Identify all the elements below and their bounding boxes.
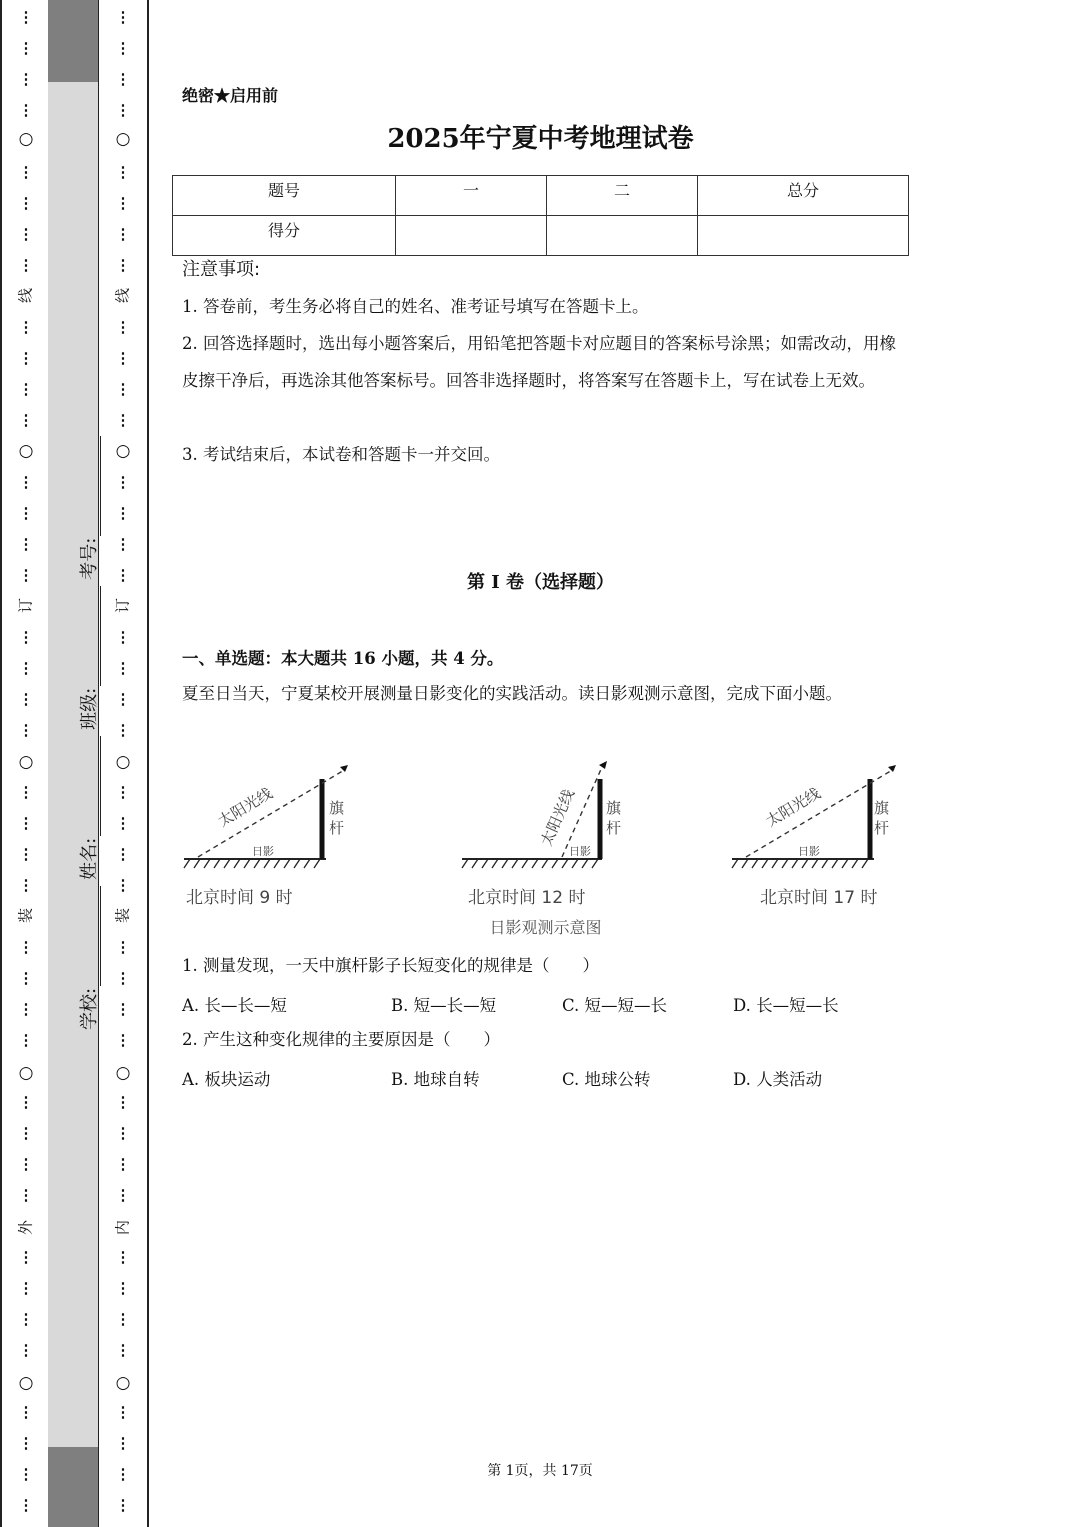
seal-dots: ⋮ <box>18 39 34 57</box>
secret-label: 绝密★启用前 <box>182 86 279 105</box>
shadow-label: 日影 <box>252 845 274 858</box>
seal-dots: ⋮ <box>115 628 131 646</box>
table-cell: 得分 <box>173 216 396 256</box>
seal-dots: ⋮ <box>115 380 131 398</box>
seal-circle: ○ <box>18 752 34 772</box>
seal-dots: ⋮ <box>115 1186 131 1204</box>
seal-dots: ⋮ <box>115 1465 131 1483</box>
question-2-stem: 2. 产生这种变化规律的主要原因是（ ） <box>182 1030 500 1049</box>
seal-dots: ⋮ <box>115 1403 131 1421</box>
seal-dots: ⋮ <box>18 628 34 646</box>
outer-seal-line <box>16 0 36 1527</box>
table-cell: 总分 <box>698 176 909 216</box>
class-label: 班级: <box>79 687 100 730</box>
seal-dots: ⋮ <box>18 1496 34 1514</box>
school-blank[interactable] <box>82 886 101 986</box>
seal-dots: ⋮ <box>115 349 131 367</box>
seal-dots: ⋮ <box>18 1031 34 1049</box>
sun-ray-label: 太阳光线 <box>214 784 276 831</box>
sun-ray-label: 太阳光线 <box>762 784 824 831</box>
option-d[interactable]: D. 人类活动 <box>733 1070 823 1089</box>
seal-dots: ⋮ <box>18 70 34 88</box>
table-row <box>173 216 909 256</box>
shadow-label: 日影 <box>798 845 820 858</box>
pole-label: 杆 <box>874 819 890 837</box>
seal-dots: ⋮ <box>115 1031 131 1049</box>
seal-dots: ⋮ <box>18 876 34 894</box>
score-table <box>172 175 909 256</box>
seal-dots: ⋮ <box>18 225 34 243</box>
table-cell: 题号 <box>173 176 396 216</box>
seal-dots: ⋮ <box>115 473 131 491</box>
exam-no-label: 考号: <box>79 537 100 580</box>
seal-dots: ⋮ <box>115 845 131 863</box>
seal-dots: ⋮ <box>115 690 131 708</box>
option-c[interactable]: C. 地球公转 <box>562 1070 651 1089</box>
seal-dots: ⋮ <box>18 721 34 739</box>
seal-mark: 订 <box>113 598 132 614</box>
seal-dots: ⋮ <box>115 1248 131 1266</box>
seal-dots: ⋮ <box>18 690 34 708</box>
school-label: 学校: <box>79 987 100 1030</box>
seal-dots: ⋮ <box>18 194 34 212</box>
name-label: 姓名: <box>79 837 100 880</box>
seal-dots: ⋮ <box>18 1155 34 1173</box>
seal-dots: ⋮ <box>18 1434 34 1452</box>
seal-dots: ⋮ <box>18 380 34 398</box>
seal-dots: ⋮ <box>18 938 34 956</box>
pole-label: 杆 <box>606 819 622 837</box>
seal-dots: ⋮ <box>18 1403 34 1421</box>
seal-dots: ⋮ <box>18 163 34 181</box>
seal-dots: ⋮ <box>18 814 34 832</box>
seal-dots: ⋮ <box>18 1186 34 1204</box>
seal-circle: ○ <box>18 441 34 461</box>
seal-dots: ⋮ <box>18 349 34 367</box>
pole-label: 旗 <box>329 799 345 817</box>
time-label-12: 北京时间 12 时 <box>468 888 586 908</box>
class-blank[interactable] <box>82 586 101 686</box>
seal-dots: ⋮ <box>18 1000 34 1018</box>
seal-dots: ⋮ <box>115 8 131 26</box>
seal-dots: ⋮ <box>115 1000 131 1018</box>
seal-mark: 装 <box>16 908 35 924</box>
seal-dots: ⋮ <box>18 1310 34 1328</box>
seal-dots: ⋮ <box>115 225 131 243</box>
seal-dots: ⋮ <box>115 876 131 894</box>
seal-dots: ⋮ <box>115 411 131 429</box>
seal-dots: ⋮ <box>115 938 131 956</box>
seal-dots: ⋮ <box>18 256 34 274</box>
seal-dots: ⋮ <box>115 256 131 274</box>
seal-dots: ⋮ <box>115 101 131 119</box>
seal-dots: ⋮ <box>18 101 34 119</box>
seal-circle: ○ <box>115 441 131 461</box>
pole-label: 杆 <box>329 819 345 837</box>
seal-circle: ○ <box>115 1373 131 1393</box>
page-title: 2025年宁夏中考地理试卷 <box>387 124 694 154</box>
pole-label: 旗 <box>606 799 622 817</box>
seal-dots: ⋮ <box>115 1093 131 1111</box>
seal-dots: ⋮ <box>18 1248 34 1266</box>
seal-dots: ⋮ <box>18 659 34 677</box>
seal-dots: ⋮ <box>18 1124 34 1142</box>
page-edge-line <box>0 0 2 1527</box>
seal-dots: ⋮ <box>18 969 34 987</box>
seal-dots: ⋮ <box>115 721 131 739</box>
seal-circle: ○ <box>115 1063 131 1083</box>
seal-circle: ○ <box>115 129 131 149</box>
notice-item: 1. 答卷前，考生务必将自己的姓名、准考证号填写在答题卡上。 <box>182 297 649 316</box>
seal-mark: 装 <box>113 908 132 924</box>
seal-dots: ⋮ <box>18 411 34 429</box>
shadow-label: 日影 <box>569 845 591 858</box>
shadow-observation-figure <box>182 755 909 945</box>
seal-dots: ⋮ <box>18 504 34 522</box>
seal-dots: ⋮ <box>115 566 131 584</box>
seal-dots: ⋮ <box>115 535 131 553</box>
question-type-heading: 一、单选题：本大题共 16 小题，共 4 分。 <box>182 649 504 668</box>
seal-dots: ⋮ <box>115 504 131 522</box>
seal-dots: ⋮ <box>115 1310 131 1328</box>
seal-dots: ⋮ <box>115 163 131 181</box>
seal-mark: 内 <box>113 1220 132 1236</box>
sun-ray-label: 太阳光线 <box>537 786 579 849</box>
pole-label: 旗 <box>874 799 890 817</box>
option-b[interactable]: B. 短—长—短 <box>391 996 497 1015</box>
binding-gray-block-bottom <box>48 1447 98 1527</box>
table-cell: 一 <box>396 176 547 216</box>
seal-dots: ⋮ <box>115 1124 131 1142</box>
seal-dots: ⋮ <box>115 1341 131 1359</box>
inner-seal-line <box>113 0 133 1527</box>
seal-dots: ⋮ <box>115 659 131 677</box>
seal-circle: ○ <box>18 129 34 149</box>
diagram-9am <box>184 765 348 908</box>
seal-circle: ○ <box>115 752 131 772</box>
seal-dots: ⋮ <box>115 1496 131 1514</box>
seal-mark: 外 <box>16 1220 35 1236</box>
time-label-9: 北京时间 9 时 <box>186 888 293 908</box>
option-a[interactable]: A. 长—长—短 <box>182 996 287 1015</box>
seal-dots: ⋮ <box>115 1155 131 1173</box>
notice-item: 3. 考试结束后，本试卷和答题卡一并交回。 <box>182 445 500 464</box>
seal-dots: ⋮ <box>18 845 34 863</box>
table-row <box>173 176 909 216</box>
seal-dots: ⋮ <box>18 535 34 553</box>
option-a[interactable]: A. 板块运动 <box>182 1070 271 1089</box>
section-title: 第 I 卷（选择题） <box>467 572 614 593</box>
seal-dots: ⋮ <box>18 318 34 336</box>
score-input-cell[interactable] <box>547 216 698 256</box>
seal-dots: ⋮ <box>115 318 131 336</box>
diagram-12pm <box>462 761 621 908</box>
diagram-5pm <box>732 765 896 908</box>
seal-dots: ⋮ <box>18 783 34 801</box>
seal-dots: ⋮ <box>115 1279 131 1297</box>
option-b[interactable]: B. 地球自转 <box>391 1070 480 1089</box>
shadow-diagrams <box>182 755 909 915</box>
figure-caption: 日影观测示意图 <box>489 918 602 937</box>
notice-item: 2. 回答选择题时，选出每小题答案后，用铅笔把答题卡对应题目的答案标号涂黑；如需改动，用橡皮擦干净后，再选涂其他答案标号。回答非选择题时，将答案写在答题卡上，写在试卷上无效。 <box>182 334 896 390</box>
option-c[interactable]: C. 短—短—长 <box>562 996 668 1015</box>
table-cell: 二 <box>547 176 698 216</box>
seal-dots: ⋮ <box>18 1093 34 1111</box>
page-footer: 第 1页，共 17页 <box>487 1463 593 1479</box>
seal-dots: ⋮ <box>115 969 131 987</box>
seal-dots: ⋮ <box>18 8 34 26</box>
seal-dots: ⋮ <box>18 566 34 584</box>
seal-dots: ⋮ <box>18 1341 34 1359</box>
seal-dots: ⋮ <box>115 783 131 801</box>
seal-dots: ⋮ <box>115 70 131 88</box>
option-d[interactable]: D. 长—短—长 <box>733 996 839 1015</box>
seal-dots: ⋮ <box>18 1465 34 1483</box>
score-input-cell[interactable] <box>396 216 547 256</box>
score-input-cell[interactable] <box>698 216 909 256</box>
seal-mark: 线 <box>16 288 35 304</box>
seal-dots: ⋮ <box>115 39 131 57</box>
seal-mark: 订 <box>16 598 35 614</box>
question-stem: 夏至日当天，宁夏某校开展测量日影变化的实践活动。读日影观测示意图，完成下面小题。 <box>182 684 842 703</box>
seal-dots: ⋮ <box>115 814 131 832</box>
seal-circle: ○ <box>18 1063 34 1083</box>
time-label-17: 北京时间 17 时 <box>760 888 878 908</box>
exam-no-blank[interactable] <box>82 436 101 536</box>
binding-gray-block-top <box>48 0 98 82</box>
seal-dots: ⋮ <box>115 1434 131 1452</box>
seal-mark: 线 <box>113 288 132 304</box>
question-1-stem: 1. 测量发现，一天中旗杆影子长短变化的规律是（ ） <box>182 956 599 975</box>
name-blank[interactable] <box>82 736 101 836</box>
seal-circle: ○ <box>18 1373 34 1393</box>
seal-dots: ⋮ <box>18 1279 34 1297</box>
seal-dots: ⋮ <box>115 194 131 212</box>
seal-dots: ⋮ <box>18 473 34 491</box>
notice-heading: 注意事项: <box>182 259 261 280</box>
